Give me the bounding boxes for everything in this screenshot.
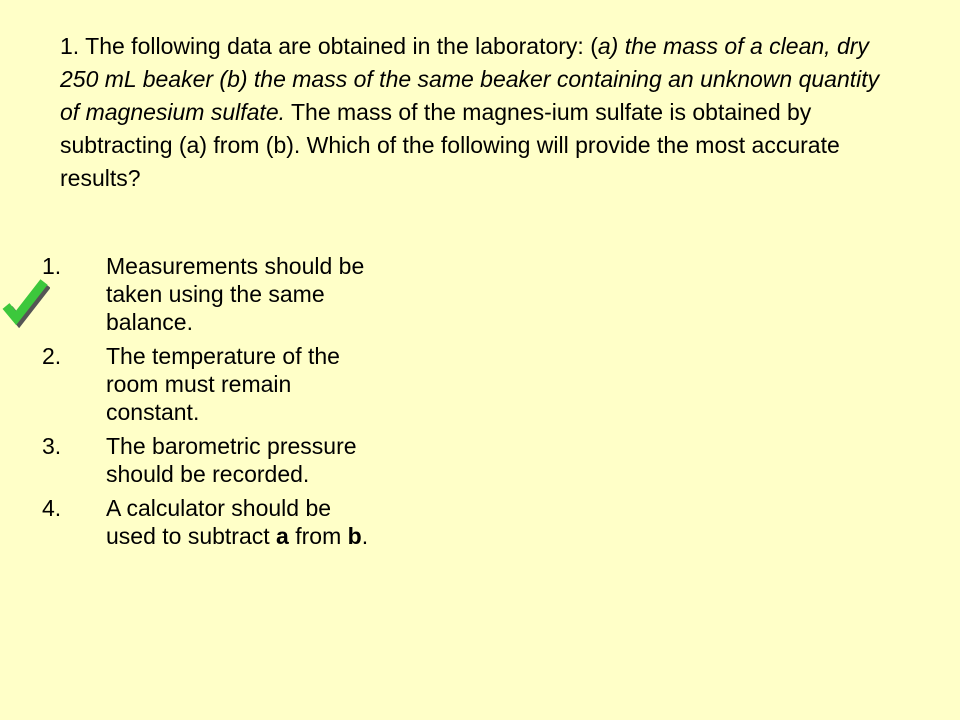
- answer-bold-a: a: [276, 523, 289, 549]
- answer-option-1[interactable]: [42, 252, 382, 336]
- answer-text: Measurements should be taken using the same balance.: [106, 253, 365, 335]
- answer-bold-b: b: [347, 523, 362, 549]
- answer-number: 4.: [42, 495, 62, 521]
- answer-list: [42, 252, 382, 556]
- answer-option-4[interactable]: [42, 494, 382, 550]
- answer-option-2[interactable]: [42, 342, 382, 426]
- answer-number: 3.: [42, 433, 62, 459]
- answer-text: The temperature of the room must remain constant.: [106, 343, 340, 425]
- question-ending: The mass of the magnes-ium sulfate is obtained by subtracting (a) from (b). Which of the following will provide the most accurate results?: [60, 99, 840, 191]
- question-intro: 1. The following data are obtained in the laboratory: (: [60, 33, 598, 59]
- answer-number: 2.: [42, 343, 62, 369]
- answer-text-part: from: [288, 523, 348, 549]
- question-text: [60, 30, 900, 195]
- question-italic-part: a) the mass of a clean, dry 250 mL beaker (b) the mass of the same beaker containing an unknown quantity of magnesium sulfate.: [60, 33, 880, 125]
- answer-text-part: .: [361, 523, 369, 549]
- answer-number: 1.: [42, 253, 62, 279]
- answer-text: [106, 494, 382, 550]
- answer-text-part: A calculator should be used to subtract: [106, 495, 332, 549]
- answer-text: The barometric pressure should be recorded.: [106, 433, 357, 487]
- answer-option-3[interactable]: [42, 432, 382, 488]
